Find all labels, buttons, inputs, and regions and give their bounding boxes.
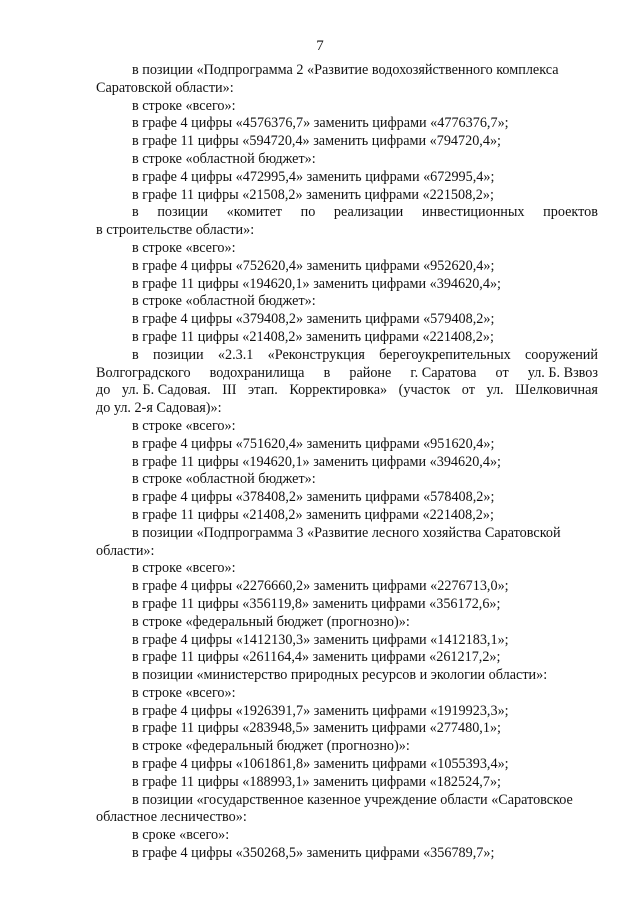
text-word: Корректировка» — [289, 382, 388, 399]
text-word: ул. Б. Взвоз — [527, 364, 598, 381]
text-line: в графе 4 цифры «350268,5» заменить цифрами «356789,7»; — [132, 845, 495, 862]
text-word: берегоукрепительных — [379, 346, 511, 363]
text-line: Саратовской области»: — [96, 79, 234, 96]
text-line: в графе 11 цифры «21408,2» заменить цифрами «221408,2»; — [132, 328, 494, 345]
text-line: в строке «областной бюджет»: — [132, 471, 316, 488]
text-line: в строке «федеральный бюджет (прогнозно)»: — [132, 613, 410, 630]
text-word: от — [495, 364, 509, 381]
text-word: «Реконструкция — [267, 346, 365, 363]
text-line — [96, 365, 598, 383]
text-line: в позиции «Подпрограмма 2 «Развитие водохозяйственного комплекса — [132, 62, 559, 78]
text-line: областное лесничество»: — [96, 809, 247, 826]
text-word: реализации — [333, 204, 404, 221]
text-line: в позиции «государственное казенное учреждение области «Саратовское — [132, 791, 573, 808]
text-line: в строительстве области»: — [96, 222, 255, 239]
text-word: (участок — [398, 382, 451, 399]
text-line: в строке «областной бюджет»: — [132, 293, 316, 310]
text-word: в — [132, 346, 139, 363]
text-word: от — [461, 382, 475, 399]
text-line: в строке «всего»: — [132, 684, 236, 701]
text-line — [96, 347, 598, 365]
text-word: инвестиционных — [421, 204, 525, 221]
text-word: водохранилища — [209, 364, 305, 381]
text-line — [96, 382, 598, 400]
text-word: «комитет — [226, 204, 282, 221]
text-line — [96, 204, 598, 222]
text-line: в графе 4 цифры «1412130,3» заменить цифрами «1412183,1»; — [132, 631, 509, 648]
text-line: в позиции «Подпрограмма 3 «Развитие лесного хозяйства Саратовской — [132, 524, 561, 541]
text-line: в графе 4 цифры «1061861,8» заменить цифрами «1055393,4»; — [132, 756, 509, 773]
page-number: 7 — [316, 38, 324, 54]
text-line: в графе 11 цифры «261164,4» заменить цифрами «261217,2»; — [132, 649, 501, 666]
text-word: по — [300, 204, 316, 221]
text-line: в графе 4 цифры «751620,4» заменить цифрами «951620,4»; — [132, 435, 495, 452]
text-word: до — [96, 382, 111, 399]
text-line: в графе 11 цифры «194620,1» заменить цифрами «394620,4»; — [132, 453, 501, 470]
text-word: ул. Б. Садовая. — [121, 382, 211, 399]
text-line: в графе 4 цифры «752620,4» заменить цифрами «952620,4»; — [132, 257, 495, 274]
text-line: в графе 11 цифры «21508,2» заменить цифрами «221508,2»; — [132, 186, 494, 203]
text-line: области»: — [96, 542, 155, 559]
text-line: в сроке «всего»: — [132, 827, 230, 844]
text-line: в строке «федеральный бюджет (прогнозно)»: — [132, 738, 410, 755]
text-line: в строке «всего»: — [132, 239, 236, 256]
text-word: III — [222, 382, 237, 399]
text-line: в графе 4 цифры «2276660,2» заменить цифрами «2276713,0»; — [132, 578, 509, 595]
text-word: ул. — [486, 382, 504, 399]
text-line: в графе 11 цифры «188993,1» заменить цифрами «182524,7»; — [132, 773, 501, 790]
text-line: в позиции «министерство природных ресурсов и экологии области»: — [132, 667, 548, 684]
text-word: позиции — [157, 204, 208, 221]
text-line: в строке «областной бюджет»: — [132, 150, 316, 167]
text-word: районе — [349, 364, 392, 381]
text-line: в графе 4 цифры «4576376,7» заменить цифрами «4776376,7»; — [132, 115, 509, 132]
text-word: Шелковичная — [515, 382, 598, 399]
text-line: в строке «всего»: — [132, 560, 236, 577]
text-line: в графе 11 цифры «356119,8» заменить цифрами «356172,6»; — [132, 595, 501, 612]
text-word: в — [132, 204, 139, 221]
text-word: позиции — [152, 346, 204, 363]
text-line: в графе 11 цифры «21408,2» заменить цифрами «221408,2»; — [132, 506, 494, 523]
text-word: проектов — [543, 204, 598, 221]
text-line: в графе 4 цифры «378408,2» заменить цифрами «578408,2»; — [132, 489, 495, 506]
text-line: в строке «всего»: — [132, 97, 236, 114]
text-word: сооружений — [524, 346, 598, 363]
text-word: «2.3.1 — [217, 346, 254, 363]
text-line: в графе 4 цифры «1926391,7» заменить цифрами «1919923,3»; — [132, 702, 509, 719]
text-line: в графе 11 цифры «194620,1» заменить цифрами «394620,4»; — [132, 275, 501, 292]
text-word: г. Саратова — [410, 364, 477, 381]
text-word: в — [323, 364, 331, 381]
text-line: в графе 4 цифры «379408,2» заменить цифрами «579408,2»; — [132, 311, 495, 328]
document-body — [96, 62, 598, 863]
text-line: до ул. 2-я Садовая)»: — [96, 400, 222, 417]
text-word: Волгоградского — [96, 364, 191, 381]
text-line: в графе 11 цифры «283948,5» заменить цифрами «277480,1»; — [132, 720, 501, 737]
text-line: в графе 11 цифры «594720,4» заменить цифрами «794720,4»; — [132, 133, 501, 150]
text-line: в графе 4 цифры «472995,4» заменить цифрами «672995,4»; — [132, 168, 495, 185]
text-word: этап. — [248, 382, 278, 399]
text-line: в строке «всего»: — [132, 417, 236, 434]
